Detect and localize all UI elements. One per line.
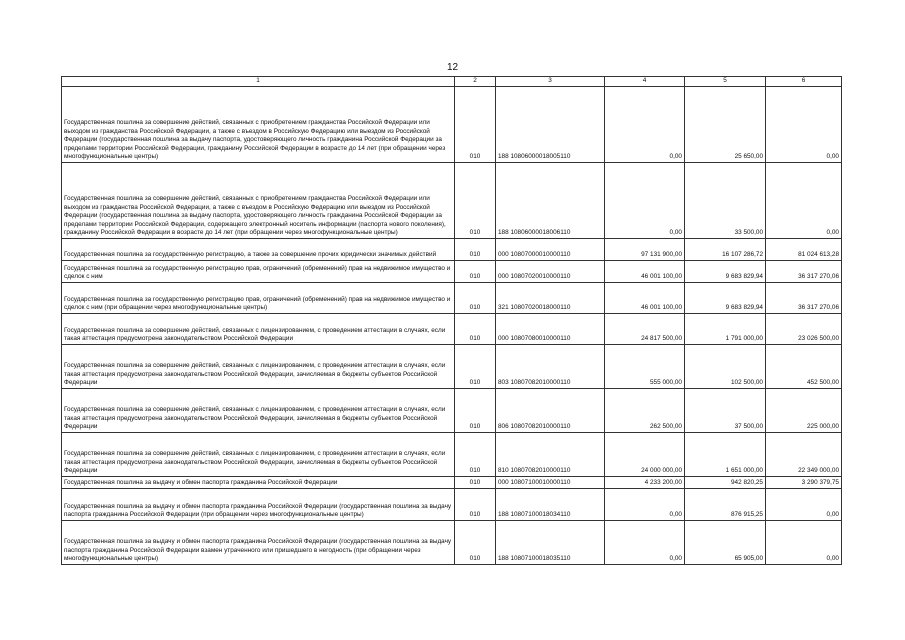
table-row	[62, 489, 842, 521]
column-header: 3	[496, 77, 605, 87]
row-budget-code: 803 10807082010000110	[496, 345, 605, 389]
table-row	[62, 433, 842, 477]
row-value-col4: 555 000,00	[605, 345, 685, 389]
row-value-col4: 0,00	[605, 489, 685, 521]
row-value-col6: 0,00	[766, 163, 842, 239]
row-line-code: 010	[455, 345, 496, 389]
row-value-col5: 65 905,00	[685, 521, 766, 565]
row-value-col6: 0,00	[766, 521, 842, 565]
table-row	[62, 283, 842, 314]
row-value-col6: 225 000,00	[766, 389, 842, 433]
row-budget-code: 000 10807020010000110	[496, 261, 605, 283]
row-value-col4: 97 131 900,00	[605, 239, 685, 261]
row-description: Государственная пошлина за совершение действий, связанных с приобретением гражданства Российской Федерации или выходом из гражданства Российской Федерации, а также с въездом в Российскую Федерацию или выездом из Российской Федерации (государственная пошлина за выдачу паспорта, удостоверяющего личность гражданина Российской Федерации за пределами территории Российской Федерации, содержащего электронный носитель информации (паспорта нового поколения), гражданину Российской Федерации в возрасте до 14 лет (при обращении через многофункциональные центры)	[62, 163, 455, 239]
row-value-col5: 942 820,25	[685, 477, 766, 489]
column-header: 5	[685, 77, 766, 87]
row-description: Государственная пошлина за государственную регистрацию прав, ограничений (обременений) прав на недвижимое имущество и сделок с ним (при обращении через многофункциональные центры)	[62, 283, 455, 314]
row-description: Государственная пошлина за выдачу и обмен паспорта гражданина Российской Федерации	[62, 477, 455, 489]
row-value-col6: 0,00	[766, 489, 842, 521]
row-value-col5: 16 107 286,72	[685, 239, 766, 261]
row-budget-code: 188 10807100018035110	[496, 521, 605, 565]
row-line-code: 010	[455, 261, 496, 283]
table-row	[62, 163, 842, 239]
row-value-col6: 22 349 000,00	[766, 433, 842, 477]
row-value-col6: 81 024 613,28	[766, 239, 842, 261]
table-header-row	[62, 77, 842, 87]
column-header: 1	[62, 77, 455, 87]
row-value-col4: 4 233 200,00	[605, 477, 685, 489]
row-budget-code: 321 10807020018000110	[496, 283, 605, 314]
row-value-col5: 1 651 000,00	[685, 433, 766, 477]
revenue-table	[61, 76, 842, 565]
row-description: Государственная пошлина за выдачу и обмен паспорта гражданина Российской Федерации (государственная пошлина за выдачу паспорта гражданина Российской Федерации взамен утраченного или пришедшего в негодность (при обращении через многофункциональные центры)	[62, 521, 455, 565]
row-description: Государственная пошлина за государственную регистрацию, а также за совершение прочих юридически значимых действий	[62, 239, 455, 261]
column-header: 6	[766, 77, 842, 87]
row-value-col4: 24 817 500,00	[605, 314, 685, 345]
row-line-code: 010	[455, 283, 496, 314]
table-row	[62, 314, 842, 345]
table-row	[62, 261, 842, 283]
row-budget-code: 188 10807100018034110	[496, 489, 605, 521]
row-budget-code: 188 10806000018006110	[496, 163, 605, 239]
row-value-col6: 452 500,00	[766, 345, 842, 389]
row-description: Государственная пошлина за совершение действий, связанных с лицензированием, с проведением аттестации в случаях, если такая аттестация предусмотрена законодательством Российской Федерации, зачисляемая в бюджеты субъектов Российской Федерации	[62, 433, 455, 477]
row-description: Государственная пошлина за выдачу и обмен паспорта гражданина Российской Федерации (государственная пошлина за выдачу паспорта гражданина Российской Федерации (при обращении через многофункциональные центры)	[62, 489, 455, 521]
row-description: Государственная пошлина за совершение действий, связанных с лицензированием, с проведением аттестации в случаях, если такая аттестация предусмотрена законодательством Российской Федерации	[62, 314, 455, 345]
table-row	[62, 389, 842, 433]
column-header: 4	[605, 77, 685, 87]
row-line-code: 010	[455, 239, 496, 261]
row-description: Государственная пошлина за государственную регистрацию прав, ограничений (обременений) прав на недвижимое имущество и сделок с ним	[62, 261, 455, 283]
row-line-code: 010	[455, 389, 496, 433]
row-value-col5: 1 791 000,00	[685, 314, 766, 345]
row-value-col4: 0,00	[605, 521, 685, 565]
row-value-col5: 9 683 829,94	[685, 261, 766, 283]
row-value-col6: 36 317 270,06	[766, 283, 842, 314]
table-row	[62, 239, 842, 261]
row-value-col6: 36 317 270,06	[766, 261, 842, 283]
row-line-code: 010	[455, 314, 496, 345]
row-budget-code: 188 10806000018005110	[496, 87, 605, 163]
row-budget-code: 000 10807000010000110	[496, 239, 605, 261]
row-description: Государственная пошлина за совершение действий, связанных с лицензированием, с проведением аттестации в случаях, если такая аттестация предусмотрена законодательством Российской Федерации, зачисляемая в бюджеты субъектов Российской Федерации	[62, 345, 455, 389]
row-budget-code: 810 10807082010000110	[496, 433, 605, 477]
row-value-col4: 262 500,00	[605, 389, 685, 433]
row-value-col4: 24 000 000,00	[605, 433, 685, 477]
row-line-code: 010	[455, 477, 496, 489]
row-value-col4: 46 001 100,00	[605, 283, 685, 314]
row-value-col4: 0,00	[605, 163, 685, 239]
row-budget-code: 806 10807082010000110	[496, 389, 605, 433]
row-budget-code: 000 10807080010000110	[496, 314, 605, 345]
row-value-col5: 102 500,00	[685, 345, 766, 389]
row-line-code: 010	[455, 489, 496, 521]
row-value-col6: 3 290 379,75	[766, 477, 842, 489]
row-line-code: 010	[455, 87, 496, 163]
row-value-col6: 23 026 500,00	[766, 314, 842, 345]
row-description: Государственная пошлина за совершение действий, связанных с лицензированием, с проведением аттестации в случаях, если такая аттестация предусмотрена законодательством Российской Федерации, зачисляемая в бюджеты субъектов Российской Федерации	[62, 389, 455, 433]
row-line-code: 010	[455, 521, 496, 565]
table-row	[62, 87, 842, 163]
row-value-col4: 46 001 100,00	[605, 261, 685, 283]
table-row	[62, 521, 842, 565]
row-value-col5: 9 683 829,94	[685, 283, 766, 314]
row-value-col5: 33 500,00	[685, 163, 766, 239]
table-row	[62, 477, 842, 489]
row-value-col5: 25 650,00	[685, 87, 766, 163]
row-value-col6: 0,00	[766, 87, 842, 163]
row-line-code: 010	[455, 163, 496, 239]
row-value-col5: 37 500,00	[685, 389, 766, 433]
row-budget-code: 000 10807100010000110	[496, 477, 605, 489]
page-number: 12	[446, 62, 459, 73]
table-row	[62, 345, 842, 389]
column-header: 2	[455, 77, 496, 87]
row-description: Государственная пошлина за совершение действий, связанных с приобретением гражданства Российской Федерации или выходом из гражданства Российской Федерации, а также с въездом в Российскую Федерацию или выездом из Российской Федерации (государственная пошлина за выдачу паспорта, удостоверяющего личность гражданина Российской Федерации за пределами территории Российской Федерации, гражданину Российской Федерации в возрасте до 14 лет (при обращении через многофункциональные центры)	[62, 87, 455, 163]
row-value-col5: 876 915,25	[685, 489, 766, 521]
row-line-code: 010	[455, 433, 496, 477]
row-value-col4: 0,00	[605, 87, 685, 163]
